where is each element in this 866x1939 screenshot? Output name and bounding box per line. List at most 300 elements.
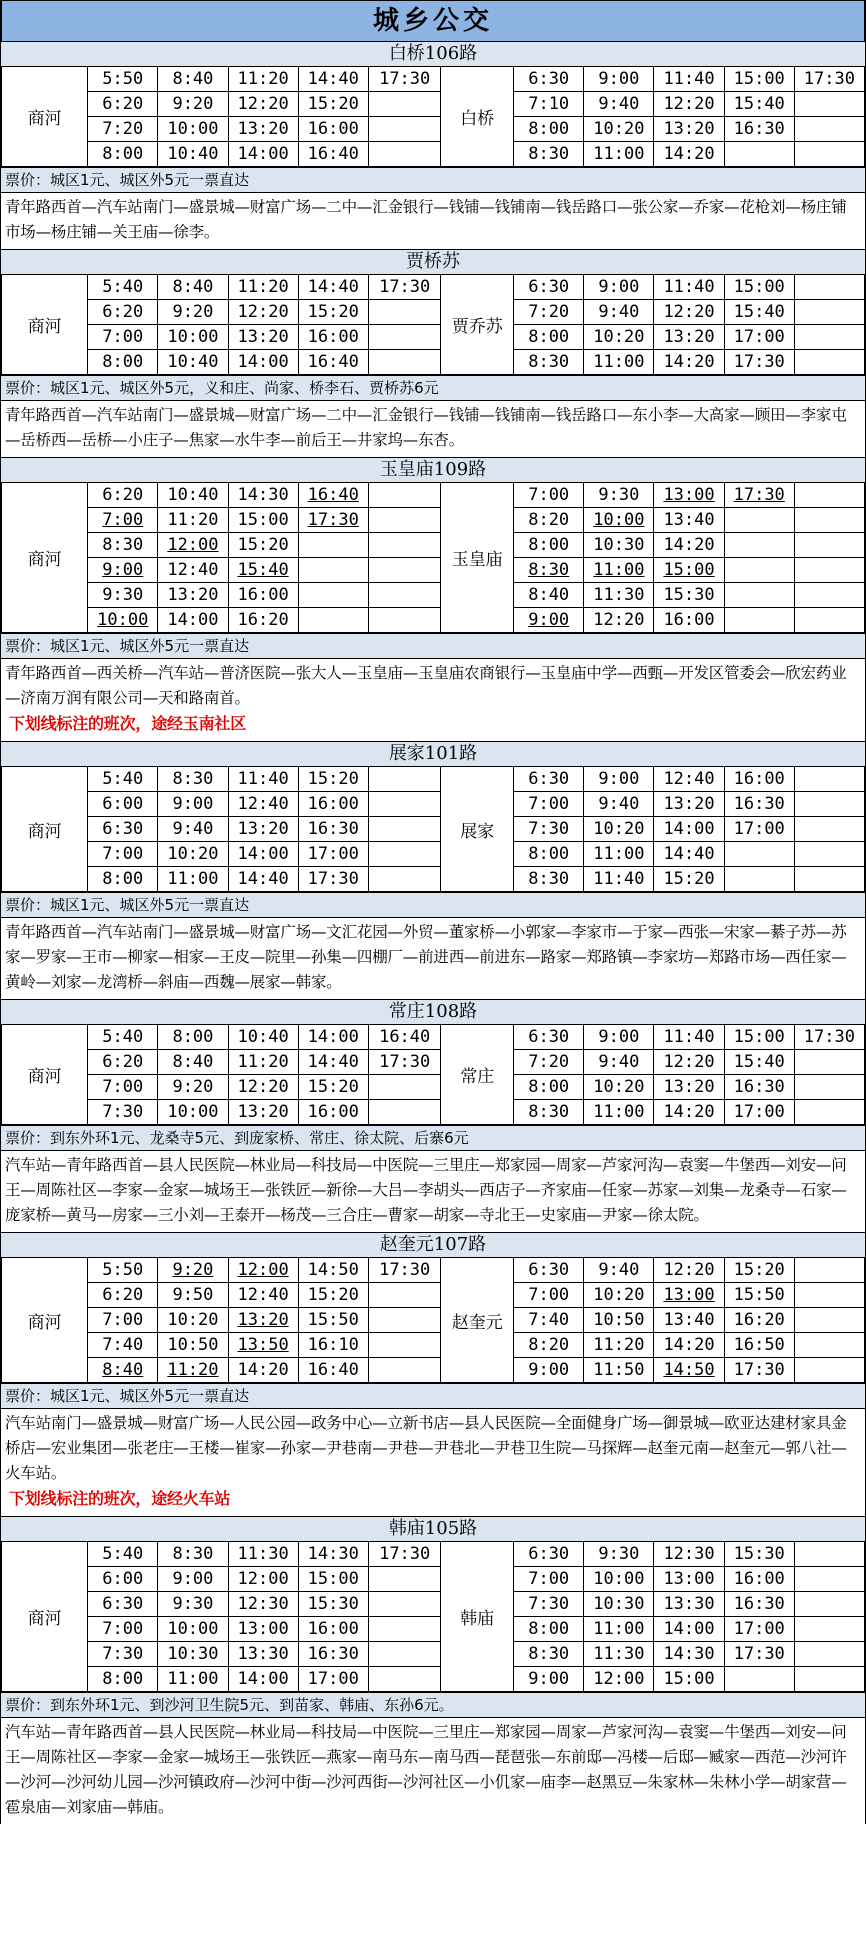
- route-title: 常庄108路: [1, 999, 865, 1024]
- departure-time: 7:00: [88, 1617, 158, 1642]
- departure-time: 14:20: [654, 350, 724, 375]
- fare-info: 票价：城区1元、城区外5元一票直达: [1, 167, 865, 192]
- departure-time: 12:00: [228, 1567, 298, 1592]
- route-note: 下划线标注的班次，途经火车站: [9, 1489, 231, 1508]
- departure-time: 11:30: [584, 583, 654, 608]
- departure-time: 13:20: [228, 325, 298, 350]
- departure-time: 14:00: [228, 1667, 298, 1692]
- departure-time: 12:20: [228, 1075, 298, 1100]
- departure-time: 9:40: [584, 792, 654, 817]
- departure-time: 17:30: [368, 1542, 441, 1567]
- departure-time: 17:30: [724, 483, 794, 508]
- departure-time: [794, 817, 864, 842]
- departure-time: 7:00: [514, 792, 584, 817]
- departure-time: 15:00: [724, 67, 794, 92]
- schedule-row: [2, 1592, 865, 1617]
- departure-time: 15:50: [298, 1308, 368, 1333]
- departure-station-left: 商河: [2, 1025, 88, 1125]
- schedule-row: [2, 1050, 865, 1075]
- schedule-row: [2, 533, 865, 558]
- departure-time: 8:00: [514, 117, 584, 142]
- schedule-row: [2, 767, 865, 792]
- departure-time: 17:30: [368, 275, 441, 300]
- departure-time: 9:40: [584, 300, 654, 325]
- departure-time: 13:00: [228, 1617, 298, 1642]
- departure-time: [794, 1283, 864, 1308]
- schedule-row: [2, 1100, 865, 1125]
- departure-time: 14:30: [298, 1542, 368, 1567]
- departure-time: 7:00: [88, 1308, 158, 1333]
- departure-time: 16:40: [298, 350, 368, 375]
- departure-time: [368, 325, 441, 350]
- departure-time: 11:40: [654, 67, 724, 92]
- departure-time: 8:00: [88, 1667, 158, 1692]
- departure-time: 5:40: [88, 1542, 158, 1567]
- departure-time: 15:20: [298, 1075, 368, 1100]
- schedule-row: [2, 325, 865, 350]
- departure-time: 5:50: [88, 67, 158, 92]
- departure-time: 15:00: [298, 1567, 368, 1592]
- departure-time: 15:20: [298, 767, 368, 792]
- schedule-row: [2, 67, 865, 92]
- departure-time: 9:30: [88, 583, 158, 608]
- departure-time: [368, 867, 441, 892]
- departure-time: 12:40: [654, 767, 724, 792]
- schedule-row: [2, 1283, 865, 1308]
- route-stops-text: 青年路西首—西关桥—汽车站—普济医院—张大人—玉皇庙—玉皇庙农商银行—玉皇庙中学—西甄—开发区管委会—欣宏药业—济南万润有限公司—天和路南首。: [5, 664, 847, 707]
- departure-time: [794, 1100, 864, 1125]
- route-stops: [1, 1717, 865, 1824]
- fare-info: 票价：城区1元、城区外5元，义和庄、尚家、桥李石、贾桥苏6元: [1, 375, 865, 400]
- departure-station-right: 白桥: [441, 67, 514, 167]
- departure-time: [794, 792, 864, 817]
- departure-time: [368, 483, 441, 508]
- schedule-row: [2, 1542, 865, 1567]
- route-stops-text: 汽车站南门—盛景城—财富广场—人民公园—政务中心—立新书店—县人民医院—全面健身广场—御景城—欧亚达建材家具金桥店—宏业集团—张老庄—王楼—崔家—孙家—尹巷南—尹巷—尹巷北—尹巷卫生院—马探辉—赵奎元南—赵奎元—郭八社—火车站。: [5, 1414, 847, 1482]
- fare-info: 票价：到东外环1元、到沙河卫生院5元、到苗家、韩庙、东孙6元。: [1, 1692, 865, 1717]
- departure-time: 16:40: [368, 1025, 441, 1050]
- route-stops: [1, 192, 865, 249]
- departure-time: [368, 1617, 441, 1642]
- departure-time: 13:00: [654, 483, 724, 508]
- schedule-row: [2, 867, 865, 892]
- departure-time: 8:30: [158, 767, 228, 792]
- departure-time: 15:20: [298, 300, 368, 325]
- departure-time: [368, 1283, 441, 1308]
- departure-time: [794, 92, 864, 117]
- departure-station-right: 常庄: [441, 1025, 514, 1125]
- departure-time: 14:20: [654, 142, 724, 167]
- schedule-row: [2, 350, 865, 375]
- departure-time: [794, 608, 864, 633]
- departure-time: 6:00: [88, 1567, 158, 1592]
- departure-time: 10:00: [158, 325, 228, 350]
- departure-time: 17:30: [298, 867, 368, 892]
- schedule-row: [2, 558, 865, 583]
- schedule-row: [2, 117, 865, 142]
- departure-time: [724, 608, 794, 633]
- departure-time: 7:20: [514, 300, 584, 325]
- departure-time: [794, 767, 864, 792]
- departure-time: [368, 792, 441, 817]
- departure-time: [724, 1667, 794, 1692]
- departure-time: 13:20: [654, 117, 724, 142]
- departure-time: [368, 767, 441, 792]
- departure-time: 10:00: [88, 608, 158, 633]
- departure-time: 12:20: [654, 1050, 724, 1075]
- departure-time: 16:30: [724, 1075, 794, 1100]
- departure-time: 17:30: [724, 1358, 794, 1383]
- schedule-row: [2, 817, 865, 842]
- departure-time: [794, 483, 864, 508]
- departure-time: [368, 533, 441, 558]
- departure-time: 10:20: [584, 817, 654, 842]
- departure-time: 14:00: [158, 608, 228, 633]
- departure-time: 11:40: [584, 867, 654, 892]
- departure-time: 7:30: [88, 1642, 158, 1667]
- departure-time: [298, 558, 368, 583]
- departure-time: 8:30: [514, 867, 584, 892]
- departure-time: 16:00: [298, 1617, 368, 1642]
- departure-time: 6:20: [88, 92, 158, 117]
- schedule-table: [1, 1024, 865, 1125]
- departure-station-left: 商河: [2, 1542, 88, 1692]
- route-stops: [1, 1150, 865, 1232]
- departure-time: 8:40: [158, 275, 228, 300]
- departure-time: 15:00: [654, 1667, 724, 1692]
- departure-time: 10:50: [158, 1333, 228, 1358]
- route-note: 下划线标注的班次，途经玉南社区: [9, 714, 247, 733]
- departure-time: [724, 142, 794, 167]
- departure-time: [368, 583, 441, 608]
- departure-time: 7:20: [88, 117, 158, 142]
- departure-station-right: 贾乔苏: [441, 275, 514, 375]
- schedule-row: [2, 92, 865, 117]
- departure-time: 11:00: [584, 842, 654, 867]
- departure-time: 8:00: [88, 142, 158, 167]
- departure-time: 16:00: [228, 583, 298, 608]
- departure-time: [368, 558, 441, 583]
- departure-time: 9:20: [158, 92, 228, 117]
- departure-time: [368, 1358, 441, 1383]
- departure-time: 6:30: [514, 275, 584, 300]
- departure-time: 13:30: [654, 1592, 724, 1617]
- departure-time: 17:30: [368, 1258, 441, 1283]
- departure-time: 12:40: [228, 792, 298, 817]
- schedule-row: [2, 508, 865, 533]
- departure-time: 13:20: [654, 1075, 724, 1100]
- departure-time: [794, 1050, 864, 1075]
- departure-time: 13:20: [228, 1308, 298, 1333]
- departure-time: 15:30: [654, 583, 724, 608]
- departure-time: 9:20: [158, 1258, 228, 1283]
- departure-time: 15:40: [724, 1050, 794, 1075]
- schedule-row: [2, 1642, 865, 1667]
- departure-time: 15:30: [724, 1542, 794, 1567]
- departure-time: [368, 1642, 441, 1667]
- departure-time: 17:00: [298, 1667, 368, 1692]
- fare-info: 票价：城区1元、城区外5元一票直达: [1, 633, 865, 658]
- departure-time: 7:00: [514, 1283, 584, 1308]
- departure-time: 14:00: [654, 1617, 724, 1642]
- departure-time: 7:30: [514, 1592, 584, 1617]
- departure-time: [368, 508, 441, 533]
- departure-time: 7:30: [88, 1100, 158, 1125]
- departure-time: 17:30: [794, 1025, 864, 1050]
- departure-time: 16:00: [298, 325, 368, 350]
- departure-time: 12:40: [158, 558, 228, 583]
- departure-time: 8:00: [514, 325, 584, 350]
- departure-time: 13:00: [654, 1283, 724, 1308]
- departure-time: [794, 1667, 864, 1692]
- departure-time: [368, 117, 441, 142]
- departure-time: 5:50: [88, 1258, 158, 1283]
- departure-time: 5:40: [88, 275, 158, 300]
- departure-time: [794, 300, 864, 325]
- departure-time: [724, 842, 794, 867]
- departure-time: [794, 325, 864, 350]
- departure-time: [368, 142, 441, 167]
- departure-time: 6:20: [88, 300, 158, 325]
- departure-time: 10:40: [228, 1025, 298, 1050]
- departure-time: 16:20: [724, 1308, 794, 1333]
- departure-time: 6:30: [514, 1258, 584, 1283]
- route-stops: [1, 400, 865, 457]
- fare-info: 票价：城区1元、城区外5元一票直达: [1, 892, 865, 917]
- departure-time: 6:30: [514, 1542, 584, 1567]
- departure-time: 10:00: [158, 1100, 228, 1125]
- departure-time: [794, 533, 864, 558]
- departure-time: 14:20: [654, 1100, 724, 1125]
- departure-time: 10:50: [584, 1308, 654, 1333]
- departure-time: 11:20: [228, 67, 298, 92]
- departure-time: 7:00: [514, 1567, 584, 1592]
- departure-time: 10:20: [158, 842, 228, 867]
- departure-station-right: 玉皇庙: [441, 483, 514, 633]
- departure-time: 11:20: [158, 508, 228, 533]
- departure-time: 11:00: [584, 142, 654, 167]
- departure-time: 12:00: [158, 533, 228, 558]
- departure-time: 12:20: [228, 92, 298, 117]
- departure-time: [794, 558, 864, 583]
- departure-time: 11:40: [228, 767, 298, 792]
- departure-time: 11:30: [584, 1642, 654, 1667]
- departure-time: [368, 1333, 441, 1358]
- departure-time: [368, 1308, 441, 1333]
- departure-time: 10:20: [584, 1075, 654, 1100]
- departure-time: 7:40: [514, 1308, 584, 1333]
- departure-time: 17:30: [794, 67, 864, 92]
- departure-time: 8:20: [514, 508, 584, 533]
- departure-time: 12:00: [228, 1258, 298, 1283]
- schedule-row: [2, 792, 865, 817]
- schedule-row: [2, 1333, 865, 1358]
- route-title: 展家101路: [1, 741, 865, 766]
- schedule-row: [2, 142, 865, 167]
- departure-time: 12:20: [654, 300, 724, 325]
- departure-time: [794, 1358, 864, 1383]
- departure-time: [724, 583, 794, 608]
- departure-time: [794, 1258, 864, 1283]
- departure-time: 16:00: [724, 1567, 794, 1592]
- departure-time: 13:00: [654, 1567, 724, 1592]
- departure-time: 14:00: [654, 817, 724, 842]
- departure-time: [794, 142, 864, 167]
- departure-time: 5:40: [88, 1025, 158, 1050]
- departure-time: 14:50: [654, 1358, 724, 1383]
- departure-time: 7:20: [514, 1050, 584, 1075]
- departure-time: 16:00: [298, 1100, 368, 1125]
- departure-station-right: 展家: [441, 767, 514, 892]
- departure-time: 10:20: [158, 1308, 228, 1333]
- departure-time: 10:40: [158, 142, 228, 167]
- departure-time: 16:40: [298, 1358, 368, 1383]
- schedule-row: [2, 483, 865, 508]
- departure-time: [794, 867, 864, 892]
- departure-time: [794, 1592, 864, 1617]
- departure-time: 15:20: [298, 92, 368, 117]
- departure-time: [794, 350, 864, 375]
- departure-time: [794, 1642, 864, 1667]
- departure-time: 10:30: [584, 533, 654, 558]
- schedule-row: [2, 1667, 865, 1692]
- departure-time: 16:30: [724, 1592, 794, 1617]
- route-title: 韩庙105路: [1, 1516, 865, 1541]
- departure-time: 13:20: [158, 583, 228, 608]
- departure-time: [794, 1617, 864, 1642]
- departure-time: [794, 1567, 864, 1592]
- route-stops-text: 汽车站—青年路西首—县人民医院—林业局—科技局—中医院—三里庄—郑家园—周家—芦家河沟—袁窦—牛堡西—刘安—问王—周陈社区—李家—金家—城场王—张铁匠—燕家—南马东—南马西—琵琶张—东前邸—冯楼—后邸—臧家—西范—沙河许—沙河—沙河幼儿园—沙河镇政府—沙河中街—沙河西街—沙河社区—小仉家—庙李—赵黑豆—朱家林—朱林小学—胡家营—雹泉庙—刘家庙—韩庙。: [5, 1723, 847, 1816]
- schedule-table: [1, 482, 865, 633]
- schedule-row: [2, 1567, 865, 1592]
- departure-time: [794, 1333, 864, 1358]
- route-stops: [1, 658, 865, 741]
- departure-time: 13:20: [654, 325, 724, 350]
- departure-time: 11:30: [228, 1542, 298, 1567]
- schedule-table: [1, 766, 865, 892]
- departure-time: 14:50: [298, 1258, 368, 1283]
- departure-time: [724, 558, 794, 583]
- departure-time: [368, 1075, 441, 1100]
- departure-time: 16:30: [724, 117, 794, 142]
- departure-station-left: 商河: [2, 767, 88, 892]
- departure-time: 15:50: [724, 1283, 794, 1308]
- departure-time: [794, 1075, 864, 1100]
- departure-time: 10:00: [584, 508, 654, 533]
- departure-time: [794, 583, 864, 608]
- departure-time: 10:20: [584, 325, 654, 350]
- route-title: 玉皇庙109路: [1, 457, 865, 482]
- departure-time: 9:00: [88, 558, 158, 583]
- route-stops-text: 汽车站—青年路西首—县人民医院—林业局—科技局—中医院—三里庄—郑家园—周家—芦家河沟—袁窦—牛堡西—刘安—问王—周陈社区—李家—金家—城场王—张铁匠—新徐—大吕—李胡头—西店子—齐家庙—任家—苏家—刘集—龙桑寺—石家—庞家桥—黄马—房家—三小刘—王泰开—杨茂—三合庄—曹家—胡家—寺北王—史家庙—尹家—徐太院。: [5, 1156, 847, 1224]
- departure-time: 17:00: [724, 817, 794, 842]
- departure-time: 11:00: [584, 350, 654, 375]
- schedule-row: [2, 1025, 865, 1050]
- departure-time: 9:30: [158, 1592, 228, 1617]
- departure-time: 13:40: [654, 1308, 724, 1333]
- departure-time: 10:20: [584, 117, 654, 142]
- departure-time: 15:20: [654, 867, 724, 892]
- fare-info: 票价：城区1元、城区外5元一票直达: [1, 1383, 865, 1408]
- departure-time: 17:30: [368, 67, 441, 92]
- departure-time: 15:00: [724, 1025, 794, 1050]
- departure-station-right: 赵奎元: [441, 1258, 514, 1383]
- schedule-row: [2, 583, 865, 608]
- schedule-row: [2, 608, 865, 633]
- departure-time: 7:40: [88, 1333, 158, 1358]
- departure-time: 8:30: [514, 1642, 584, 1667]
- schedule-table: [1, 66, 865, 167]
- departure-time: 11:40: [654, 275, 724, 300]
- departure-time: 8:40: [158, 1050, 228, 1075]
- departure-time: 7:10: [514, 92, 584, 117]
- departure-time: 9:40: [584, 92, 654, 117]
- departure-time: 5:40: [88, 767, 158, 792]
- departure-time: 13:20: [228, 117, 298, 142]
- departure-time: 11:00: [584, 1617, 654, 1642]
- departure-time: 15:20: [724, 1258, 794, 1283]
- departure-time: 6:20: [88, 1283, 158, 1308]
- departure-time: 9:00: [158, 1567, 228, 1592]
- departure-time: 6:20: [88, 1050, 158, 1075]
- schedule-row: [2, 842, 865, 867]
- departure-time: 8:00: [158, 1025, 228, 1050]
- departure-time: 15:30: [298, 1592, 368, 1617]
- departure-time: 9:50: [158, 1283, 228, 1308]
- departure-time: [794, 1542, 864, 1567]
- departure-time: 8:00: [514, 1075, 584, 1100]
- departure-time: 9:30: [584, 1542, 654, 1567]
- departure-time: 10:00: [584, 1567, 654, 1592]
- departure-time: 14:40: [298, 1050, 368, 1075]
- departure-time: [724, 867, 794, 892]
- route-block: [1, 1516, 865, 1824]
- departure-time: 8:30: [514, 350, 584, 375]
- departure-time: [794, 117, 864, 142]
- departure-time: 13:20: [228, 817, 298, 842]
- departure-time: 14:00: [228, 350, 298, 375]
- departure-time: 11:20: [228, 275, 298, 300]
- departure-time: 9:00: [514, 608, 584, 633]
- departure-time: 11:50: [584, 1358, 654, 1383]
- departure-time: 15:40: [228, 558, 298, 583]
- schedule-row: [2, 275, 865, 300]
- route-block: [1, 1232, 865, 1516]
- fare-info: 票价：到东外环1元、龙桑寺5元、到庞家桥、常庄、徐太院、后寨6元: [1, 1125, 865, 1150]
- departure-time: [368, 1100, 441, 1125]
- departure-time: 12:20: [654, 1258, 724, 1283]
- departure-time: 6:20: [88, 483, 158, 508]
- departure-time: 14:00: [228, 842, 298, 867]
- departure-time: 17:00: [724, 325, 794, 350]
- departure-time: 6:00: [88, 792, 158, 817]
- schedule-table: [1, 1541, 865, 1692]
- schedule-row: [2, 300, 865, 325]
- departure-time: [368, 1592, 441, 1617]
- departure-time: 9:20: [158, 1075, 228, 1100]
- departure-time: 14:40: [228, 867, 298, 892]
- departure-time: 9:30: [584, 483, 654, 508]
- departure-time: [794, 275, 864, 300]
- departure-time: 6:30: [514, 1025, 584, 1050]
- departure-time: 8:20: [514, 1333, 584, 1358]
- departure-time: 14:20: [228, 1358, 298, 1383]
- departure-time: 15:20: [228, 533, 298, 558]
- departure-time: 16:30: [298, 817, 368, 842]
- departure-time: [368, 842, 441, 867]
- departure-time: 11:00: [584, 558, 654, 583]
- departure-time: 6:30: [88, 817, 158, 842]
